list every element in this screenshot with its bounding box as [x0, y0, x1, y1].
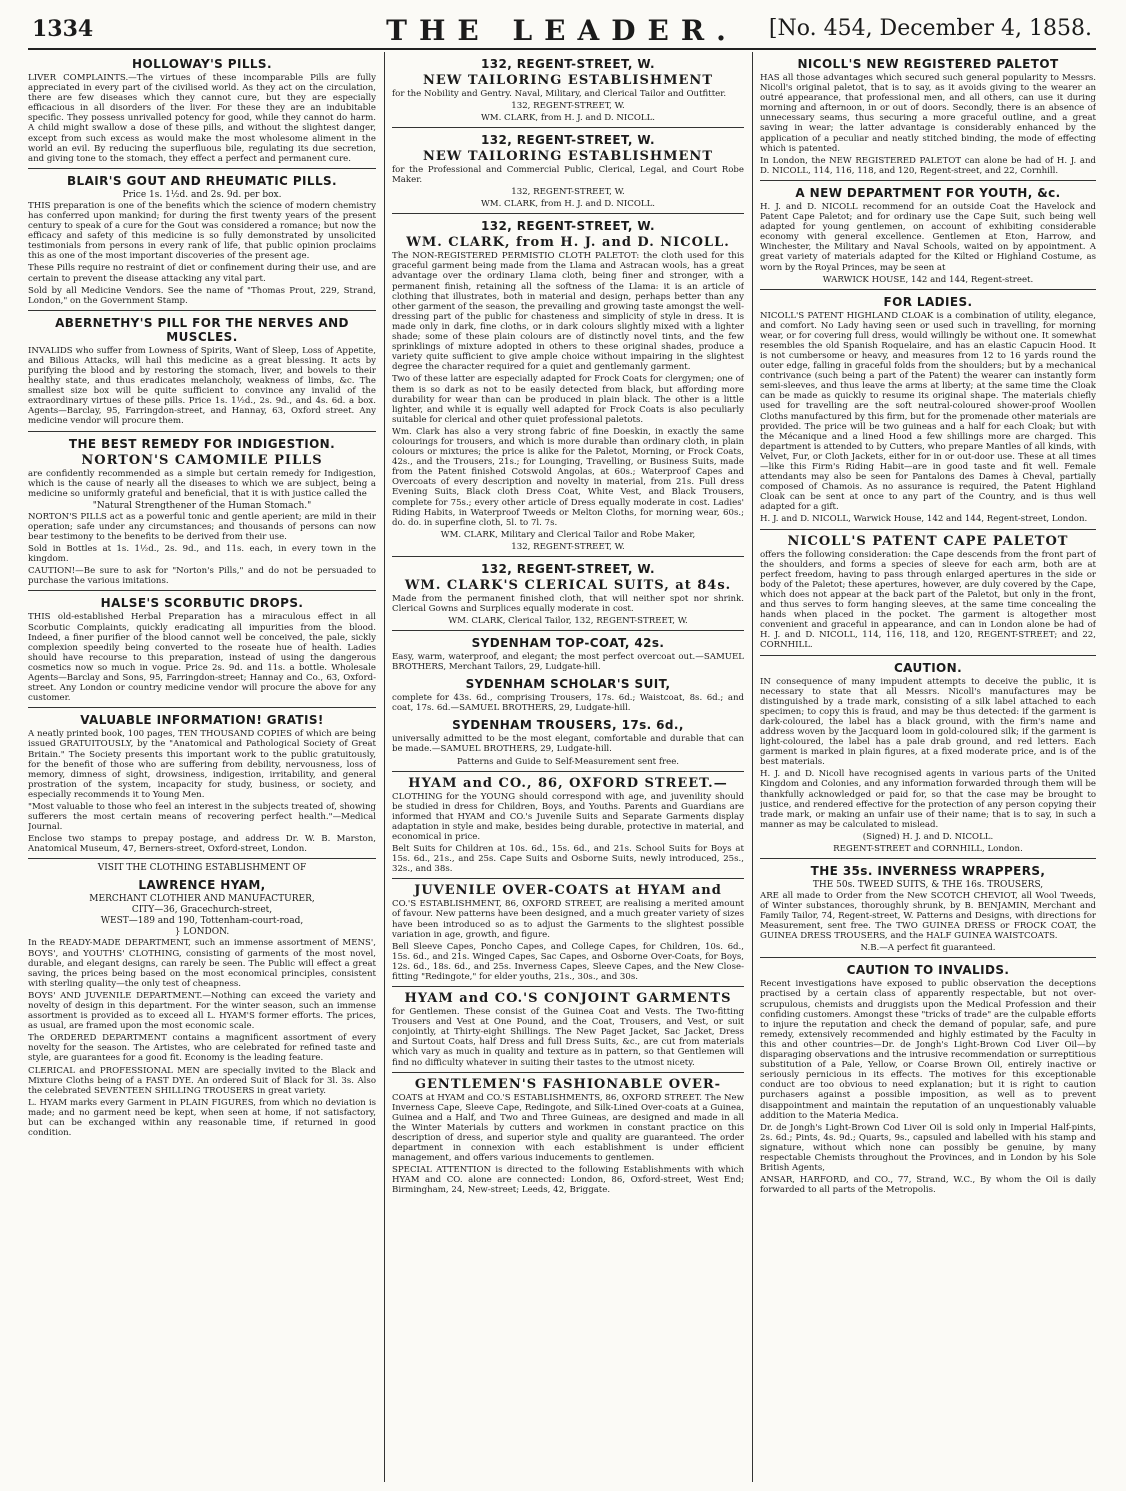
- divider: [392, 127, 744, 128]
- ad-body: INVALIDS who suffer from Lowness of Spirits, Want of Sleep, Loss of Appetite, and Bilious Attacks, will hail this medicine as a great blessing. It acts by purifying the blood and by restoring the stomach, liver, and bowels to their healthy state, and thus eradicates melancholy, weakness of limbs, &c. The smallest size box will be quite sufficient to convince any invalid of the extraordinary virtues of these pills. Price 1s. 1½d., 2s. 9d., and 4s. 6d. a box. Agents—Barclay, 95, Farringdon-street, and Hannay, 63, Oxford street. Any medicine vendor will procure them.: [28, 345, 376, 427]
- ad-body: NORTON'S PILLS act as a powerful tonic and gentle aperient; are mild in their operation; safe under any circumstances; and thousands of persons can now bear testimony to the benefits to be derived from their use.: [28, 511, 376, 542]
- ad-body: H. J. and D. Nicoll have recognised agents in various parts of the United Kingdom and Colonies, and any information forwarded through them will be thankfully acknowledged or paid for, so that the case may be brought to justice, and rendered effective for the protection of any person copying their trade mark, or making an unfair use of their name; that is to say, in such a manner as may be calculated to mislead.: [760, 769, 1096, 830]
- divider: [392, 213, 744, 214]
- ad-address: REGENT-STREET and CORNHILL, London.: [833, 843, 1023, 854]
- ad-heading: CAUTION TO INVALIDS.: [846, 963, 1010, 978]
- ad-signature: WM. CLARK, Clerical Tailor, 132, REGENT-STREET, W.: [448, 616, 688, 626]
- divider: [392, 771, 744, 772]
- ad-body: The NON-REGISTERED PERMISTIO CLOTH PALETOT: the cloth used for this graceful garment being made from the Llama and Astracan wools, has a great advantage over the ordinary Llama cloth, being finer and stronger, with a permanent finish, retaining all the softness of the Llama: it is an article of clothing that illustrates, both in material and design, perhaps better than any other garment of the season, the prevailing and growing taste amongst the well-dressing part of the public for chasteness and simplicity of style in dress. It is made only in dark, fine cloths, or in dark colours slightly mixed with a lighter shade; some of these plain colours are of distinctly novel tints, and the few sprinklings of mixture adopted in others to these original shades, produce a variety quite sufficient to give ample choice without impairing in the slightest degree the character required for a quiet and gentlemanly garment.: [392, 251, 744, 373]
- divider: [28, 858, 376, 859]
- ad-note: Patterns and Guide to Self-Measurement sent free.: [456, 756, 680, 767]
- ad-address-london: } LONDON.: [174, 927, 230, 938]
- divider: [392, 556, 744, 557]
- ad-lead: NICOLL'S PATENT CAPE PALETOT: [787, 533, 1069, 549]
- ad-body: In London, the NEW REGISTERED PALETOT can alone be had of H. J. and D. NICOLL, 114, 116, 118, and 120, Regent-street, and 22, Cornhill.: [760, 155, 1096, 176]
- divider: [392, 878, 744, 879]
- ad-address: 132, REGENT-STREET, W.: [511, 541, 625, 552]
- divider: [760, 289, 1096, 290]
- ad-body: COATS at HYAM and CO.'S ESTABLISHMENTS, 86, OXFORD STREET. The New Inverness Cape, Sleeve Cape, Redingote, and Silk-Lined Over-coats at a Guinea, Guinea and a Half, and Two and Three Guineas, are designed and made in all the Winter Materials by cutters and workmen in constant practice on this description of dress, and superior style and quality are guaranteed. The order department in connexion with each establishment is under efficient management, and offers various inducements to gentlemen.: [392, 1092, 744, 1164]
- ad-address: H. J. and D. NICOLL, Warwick House, 142 and 144, Regent-street, London.: [760, 514, 1088, 525]
- ad-body: These Pills require no restraint of diet or confinement during their use, and are certain to prevent the disease attacking any vital part.: [28, 263, 376, 284]
- ad-heading: SYDENHAM TOP-COAT, 42s.: [471, 636, 665, 650]
- ad-body: SPECIAL ATTENTION is directed to the following Establishments with which HYAM and CO. alone are connected: London, 86, Oxford-street, West End; Birmingham, 24, New-street; Leeds, 42, Briggate.: [392, 1165, 744, 1196]
- ad-body: CO.'S ESTABLISHMENT, 86, OXFORD STREET, are realising a merited amount of favour. New patterns have been designed, and a much greater variety of sizes have been introduced so as to adjust the Garments to the slightest possible variation in age, growth, and figure.: [392, 899, 744, 940]
- column-right: [760, 52, 1096, 1482]
- ad-subheading: THE 50s. TWEED SUITS, & THE 16s. TROUSERS,: [812, 879, 1044, 890]
- ad-body: In the READY-MADE DEPARTMENT, such an immense assortment of MENS', BOYS', and YOUTHS' CLOTHING, consisting of garments of the most novel, durable, and elegant designs, can rarely be seen. The Public will effect a great saving, the prices being based on the most economical principles, consistent with sterling quality—the only test of cheapness.: [28, 938, 376, 989]
- ad-trade: MERCHANT CLOTHIER AND MANUFACTURER,: [89, 894, 315, 905]
- ad-heading: SYDENHAM TROUSERS, 17s. 6d.,: [452, 718, 684, 733]
- ad-heading: HALSE'S SCORBUTIC DROPS.: [100, 596, 304, 611]
- ad-heading: THE 35s. INVERNESS WRAPPERS,: [810, 863, 1046, 878]
- ad-visit: VISIT THE CLOTHING ESTABLISHMENT OF: [97, 863, 307, 874]
- ad-heading: 132, REGENT-STREET, W.: [480, 561, 655, 576]
- ad-body: THIS old-established Herbal Preparation has a miraculous effect in all Scorbutic Complaints, quickly eradicating all impurities from the blood. Indeed, a finer purifier of the blood cannot well be conceived, the pale, sickly complexion speedily being converted to the roseate hue of health. Ladies should have recourse to this preparation, instead of using the dangerous cosmetics now so much in vogue. Price 2s. 9d. and 11s. a bottle. Wholesale Agents—Barclay and Sons, 95, Farringdon-street; Hannay and Co., 63, Oxford-street. Any London or country medicine vendor will procure the above for any customer.: [28, 612, 376, 704]
- ad-heading: A NEW DEPARTMENT FOR YOUTH, &c.: [795, 185, 1061, 200]
- ad-body: Dr. de Jongh's Light-Brown Cod Liver Oil is sold only in Imperial Half-pints, 2s. 6d.; Pints, 4s. 9d.; Quarts, 9s., capsuled and labelled with his stamp and signature, without which none can possibly be genuine, by many respectable Chemists throughout the Provinces, and in London by his Sole British Agents,: [760, 1122, 1096, 1174]
- ad-lead: GENTLEMEN'S FASHIONABLE OVER-: [414, 1076, 722, 1092]
- ad-lead: HYAM and CO.'S CONJOINT GARMENTS: [404, 991, 732, 1007]
- divider: [392, 630, 744, 631]
- ad-body: offers the following consideration: the Cape descends from the front part of the shoulders, and forms a species of sleeve for each arm, both are at perfect freedom, having to pass through enlarged apertures in the side or body of the Paletot; these apertures, however, are duly covered by the Cape, which does not appear at the back part of the Paletot, but only in the front, and thus serves to form hanging sleeves, at the same time concealing the hands when placed in the pocket. The garment is altogether most convenient and graceful in appearance, and can in London alone be had of H. J. and D. NICOLL, 114, 116, 118, and 120, REGENT-STREET; and 22, CORNHILL.: [760, 549, 1096, 651]
- ad-body: for the Nobility and Gentry. Naval, Military, and Clerical Tailor and Outfitter.: [392, 89, 727, 99]
- ad-body: CAUTION!—Be sure to ask for "Norton's Pills," and do not be persuaded to purchase the various imitations.: [28, 566, 376, 587]
- ad-body: Sold by all Medicine Vendors. See the name of "Thomas Prout, 229, Strand, London," on the Government Stamp.: [28, 285, 376, 306]
- ad-address-west: WEST—189 and 190, Tottenham-court-road,: [100, 916, 304, 927]
- ad-lead: WM. CLARK'S CLERICAL SUITS, at 84s.: [404, 577, 732, 593]
- ad-heading: LAWRENCE HYAM,: [138, 878, 266, 893]
- ad-body: LIVER COMPLAINTS.—The virtues of these incomparable Pills are fully appreciated in every part of the civilised world. As they act on the circulation, there are few diseases which they cannot cure, but they are especially efficacious in all disorders of the liver. For these they are an indubitable specific. They possess unrivalled potency for good, while they cannot do harm. A child might swallow a dose of these pills, and without the slightest danger, except from such excess as would make the most wholesome aliment in the world an evil. By reducing the superfluous bile, regulating its due secretion, and giving tone to the stomach, they effect a perfect and permanent cure.: [28, 73, 376, 164]
- ad-heading: NICOLL'S NEW REGISTERED PALETOT: [797, 57, 1059, 71]
- ad-body: Easy, warm, waterproof, and elegant; the most perfect overcoat out.—SAMUEL BROTHERS, Merchant Tailors, 29, Ludgate-hill.: [392, 652, 744, 673]
- ad-body: Belt Suits for Children at 10s. 6d., 15s. 6d., and 21s. School Suits for Boys at 15s. 6d., 21s., and 25s. Cape Suits and Osborne Suits, newly introduced, 25s., 32s., and 38s.: [392, 844, 744, 875]
- ad-lead: WM. CLARK, from H. J. and D. NICOLL.: [406, 235, 730, 251]
- divider: [392, 986, 744, 987]
- ad-address: 132, REGENT-STREET, W.: [511, 101, 625, 112]
- ad-body: Wm. Clark has also a very strong fabric of fine Doeskin, in exactly the same colourings for trousers, and which is more durable than ordinary cloth, in plain colours or mixtures; the price is alike for the Paletot, Morning, or Frock Coats, 42s., and the Trousers, 21s.; for Lounging, Travelling, or Business Suits, made from the Patent finished Cotswold Angolas, at 60s.; Waterproof Capes and Overcoats of every description and novelty in material, from 21s. Full dress Evening Suits, Black cloth Dress Coat, White Vest, and Black Trousers, complete for 75s.; every other article of Dress equally moderate in cost. Ladies' Riding Habits, in Waterproof Tweeds or Melton Cloths, for morning wear, 60s.; do. do. in superfine cloth, 5l. to 7l. 7s.: [392, 426, 744, 528]
- ad-heading: THE BEST REMEDY FOR INDIGESTION.: [68, 436, 336, 451]
- ad-lead: JUVENILE OVER-COATS at HYAM and: [414, 883, 722, 899]
- ad-lead: NEW TAILORING ESTABLISHMENT: [423, 149, 713, 165]
- ad-body: for the Professional and Commercial Public, Clerical, Legal, and Court Robe Maker.: [392, 165, 744, 186]
- divider: [760, 858, 1096, 859]
- ad-note: N.B.—A perfect fit guaranteed.: [860, 943, 996, 954]
- ad-body: "Most valuable to those who feel an interest in the subjects treated of, showing sufferers the most certain means of recovering perfect health."—Medical Journal.: [28, 801, 376, 833]
- ad-body: ARE all made to Order from the New SCOTCH CHEVIOT, all Wool Tweeds, of Winter substances, thoroughly shrunk, by B. BENJAMIN, Merchant and Family Tailor, 74, Regent-street, W. Patterns and Designs, with directions for Measurement, sent free. The TWO GUINEA DRESS or FROCK COAT, the GUINEA DRESS TROUSERS, and the HALF GUINEA WAISTCOATS.: [760, 890, 1096, 942]
- divider: [28, 168, 376, 169]
- divider: [760, 529, 1096, 530]
- ad-address-city: CITY—36, Gracechurch-street,: [131, 905, 273, 916]
- divider: [28, 431, 376, 432]
- ad-body: HAS all those advantages which secured such general popularity to Messrs. Nicoll's original paletot, that is to say, as it avoids giving to the wearer an outré appearance, that professional men, and all others, can use it during morning and afternoon, in or out of doors. Secondly, there is an absence of unnecessary seams, thus securing a more graceful outline, and a great saving in wear; the latter advantage is considerably enhanced by the application of a peculiar and neatly stitched binding, the mode of effecting which is patented.: [760, 73, 1096, 154]
- ad-heading: 132, REGENT-STREET, W.: [480, 57, 655, 71]
- column-divider: [752, 52, 753, 1482]
- ad-lead: NORTON'S CAMOMILE PILLS: [81, 452, 323, 468]
- ad-heading: CAUTION.: [893, 660, 963, 675]
- newspaper-title: THE LEADER.: [386, 14, 738, 47]
- ad-body: IN consequence of many impudent attempts to deceive the public, it is necessary to state that all Messrs. Nicoll's manufactures may be distinguished by a trade mark, consisting of a silk label attached to each specimen; to copy this is fraud, and may be thus detected: if the garment is dark-coloured, the label has a black ground, with the firm's name and address woven by the Jacquard loom in gold-coloured silk; if the garment is light-coloured, the label has a pale drab ground, and red letters. Each garment is marked in plain figures, at a fixed moderate price, and is of the best materials.: [760, 676, 1096, 768]
- divider: [760, 180, 1096, 181]
- ad-heading: 132, REGENT-STREET, W.: [480, 133, 655, 148]
- ad-heading: SYDENHAM SCHOLAR'S SUIT,: [465, 677, 671, 692]
- ad-body: H. J. and D. NICOLL recommend for an outside Coat the Havelock and Patent Cape Paletot; and for ordinary use the Cape Suit, such being well adapted for young gentlemen, on account of exhibiting considerable economy with general excellence. Gentlemen at Eton, Harrow, and Winchester, the Military and Naval Schools, waited on by appointment. A great variety of materials adapted for the Kilted or Highland Costume, as worn by the Royal Princes, may be seen at: [760, 201, 1096, 273]
- ad-body: are confidently recommended as a simple but certain remedy for Indigestion, which is the cause of nearly all the diseases to which we are subject, being a medicine so uniformly grateful and beneficial, that it is with justice called the: [28, 468, 376, 499]
- divider: [28, 707, 376, 708]
- ad-price: Price 1s. 1½d. and 2s. 9d. per box.: [122, 189, 282, 200]
- ad-address: WARWICK HOUSE, 142 and 144, Regent-street.: [822, 274, 1034, 285]
- ad-heading: HOLLOWAY'S PILLS.: [132, 57, 272, 71]
- ad-signature: WM. CLARK, from H. J. and D. NICOLL.: [480, 199, 656, 210]
- page-number: 1334: [32, 16, 94, 42]
- ad-heading: FOR LADIES.: [883, 294, 973, 309]
- ad-heading: VALUABLE INFORMATION! GRATIS!: [80, 713, 324, 728]
- ad-body: L. HYAM marks every Garment in PLAIN FIGURES, from which no deviation is made; and no garment need be kept, when seen at home, if not satisfactory, but can be exchanged within any reasonable time, if returned in good condition.: [28, 1097, 376, 1139]
- ad-body: Recent investigations have exposed to public observation the deceptions practised by a certain class of apparently respectable, but not over-scrupulous, chemists and druggists upon the Medical Profession and their confiding customers. Amongst these "tricks of trade" are the culpable efforts to injure the reputation and check the demand of popular, safe, and pure remedy, extensively recommended and highly estimated by the Faculty in this and other countries—Dr. de Jongh's Light-Brown Cod Liver Oil—by disparaging observations and the intrusive recommendation or surreptitious substitution of a Pale, Yellow, or Coarse Brown Oil, entirely inactive or seriously pernicious in its effects. The motives for this exceptionable conduct are too obvious to need explanation; but it is right to caution purchasers against a possible imposition, as well as to prevent disappointment and maintain the reputation of an unquestionably valuable addition to the Materia Medica.: [760, 979, 1096, 1121]
- ad-body: complete for 43s. 6d., comprising Trousers, 17s. 6d.; Waistcoat, 8s. 6d.; and coat, 17s. 6d.—SAMUEL BROTHERS, 29, Ludgate-hill.: [392, 693, 744, 714]
- divider: [28, 590, 376, 591]
- masthead: [28, 14, 1096, 50]
- ad-body: Bell Sleeve Capes, Poncho Capes, and College Capes, for Children, 10s. 6d., 15s. 6d., and 21s. Winged Capes, Sac Capes, and Osborne Over-Coats, for Boys, 12s. 6d., 18s. 6d., and 25s. Inverness Capes, Sleeve Capes, and the New Close-fitting "Redingote," for elder youths, 21s., 30s., and 30s.: [392, 941, 744, 982]
- ad-address: 132, REGENT-STREET, W.: [511, 187, 625, 198]
- ad-heading: 132, REGENT-STREET, W.: [480, 219, 655, 234]
- ad-body: THIS preparation is one of the benefits which the science of modern chemistry has conferred upon mankind; for during the first twenty years of the present century to speak of a cure for the Gout was considered a romance; but now the efficacy and safety of this medicine is so fully demonstrated by unsolicited testimonials from persons in every rank of life, that public opinion proclaims this as one of the most important discoveries of the present age.: [28, 200, 376, 262]
- divider: [392, 1072, 744, 1073]
- ad-body: CLOTHING for the YOUNG should correspond with age, and juvenility should be studied in dress for Children, Boys, and Youths. Parents and Guardians are informed that HYAM and CO.'s Juvenile Suits and Separate Garments display adaptation in style and make, besides being durable, protective in material, and economical in price.: [392, 791, 744, 842]
- ad-body: Sold in Bottles at 1s. 1½d., 2s. 9d., and 11s. each, in every town in the kingdom.: [28, 544, 376, 565]
- ad-body: CLERICAL and PROFESSIONAL MEN are specially invited to the Black and Mixture Cloths being of a FAST DYE. An ordered Suit of Black for 3l. 3s. Also the celebrated SEVENTEEN SHILLING TROUSERS in great variety.: [28, 1065, 376, 1096]
- ad-body: Made from the permanent finished cloth, that will neither spot nor shrink. Clerical Gowns and Surplices equally moderate in cost.: [392, 593, 744, 614]
- column-middle: [392, 52, 744, 1482]
- ad-body: ANSAR, HARFORD, and CO., 77, Strand, W.C., By whom the Oil is daily forwarded to all parts of the Metropolis.: [760, 1175, 1096, 1196]
- ad-signature: WM. CLARK, Military and Clerical Tailor and Robe Maker,: [440, 529, 696, 540]
- divider: [760, 957, 1096, 958]
- ad-body: A neatly printed book, 100 pages, TEN THOUSAND COPIES of which are being issued GRATUITOUSLY, by the "Anatomical and Pathological Society of Great Britain." The Society presents this important work to the public gratuitously, for the benefit of those who are suffering from debility, nervousness, loss of memory, dimness of sight, drowsiness, indigestion, irritability, and general prostration of the system, incapacity for study, business, or society, and especially recommends it to Young Men.: [28, 729, 376, 800]
- ad-quote: "Natural Strengthener of the Human Stomach.": [92, 500, 312, 511]
- ad-body: The ORDERED DEPARTMENT contains a magnificent assortment of every novelty for the season. The Artistes, who are celebrated for refined taste and style, are guarantees for a good fit. Economy is the leading feature.: [28, 1033, 376, 1064]
- ad-heading: BLAIR'S GOUT AND RHEUMATIC PILLS.: [66, 173, 338, 188]
- ad-heading: ABERNETHY'S PILL FOR THE NERVES AND MUSCLES.: [55, 315, 349, 344]
- ad-lead: HYAM and CO., 86, OXFORD STREET.—: [408, 775, 728, 791]
- column-left: [28, 52, 376, 1482]
- ad-lead: NEW TAILORING ESTABLISHMENT: [423, 73, 713, 88]
- divider: [28, 310, 376, 311]
- ad-signature: WM. CLARK, from H. J. and D. NICOLL.: [480, 113, 656, 124]
- ad-body: BOYS' AND JUVENILE DEPARTMENT.—Nothing can exceed the variety and novelty of design in this department. For the winter season, such an immense assortment is provided as to exceed all L. HYAM'S former efforts. The prices, as usual, are framed upon the most economic scale.: [28, 990, 376, 1032]
- divider: [760, 655, 1096, 656]
- ad-signature: (Signed) H. J. and D. NICOLL.: [862, 831, 994, 842]
- ad-body: for Gentlemen. These consist of the Guinea Coat and Vests. The Two-fitting Trousers and Vest at One Pound, and the Coat, Trousers, and Vest, or suit conjointly, at Thirty-eight Shillings. The New Paget Jacket, Sac Jacket, Dress and Surtout Coats, half Dress and full Dress Suits, &c., are cut from materials which vary as much in quality and texture as in pattern, so that Gentlemen will find no difficulty whatever in suiting their tastes to the utmost nicety.: [392, 1007, 744, 1068]
- column-divider: [384, 52, 385, 1482]
- issue-date: [No. 454, December 4, 1858.: [768, 16, 1092, 41]
- ad-body: universally admitted to be the most elegant, comfortable and durable that can be made.—SAMUEL BROTHERS, 29, Ludgate-hill.: [392, 734, 744, 755]
- ad-body: Enclose two stamps to prepay postage, and address Dr. W. B. Marston, Anatomical Museum, 47, Berners-street, Oxford-street, London.: [28, 834, 376, 855]
- ad-body: NICOLL'S PATENT HIGHLAND CLOAK is a combination of utility, elegance, and comfort. No Lady having seen or used such in travelling, for morning wear, or for covering full dress, would willingly be without one. It somewhat resembles the old Spanish Roquelaire, and has an elastic Capucin Hood. It is not cumbersome or heavy, and measures from 12 to 16 yards round the outer edge, falling in graceful folds from the shoulders; but by a mechanical contrivance (such being a part of the Patent) the wearer can instantly form semi-sleeves, and thus leave the arms at liberty; at the same time the Cloak can be made as quickly to resume its original shape. The materials chiefly used for travelling are the soft neutral-coloured shower-proof Woollen Cloths manufactured by this firm, but for the promenade other materials are provided. The price will be two guineas and a half for each Cloak; but with the Mécanique and a lined Hood a few shillings more are charged. This department is attended to by Cutters, who prepare Mantles of all kinds, with Velvet, Fur, or Cloth Jackets, either for in or out-door use. These at all times—like this Firm's Riding Habit—are in good taste and fit well. Female attendants may also be seen for Pantalons des Dames à Cheval, partially composed of Chamois. As no assurance is required, the Patent Highland Cloak can be sent at once to any part of the Country, and is thus well adapted for a gift.: [760, 310, 1096, 513]
- ad-body: Two of these latter are especially adapted for Frock Coats for clergymen; one of them is so dark as not to be easily detected from black, but affording more durability for wear than can be produced in plain black. The other is a little lighter, and while it is equally well adapted for Frock Coats is also peculiarly suitable for clerical and other quiet professional paletots.: [392, 374, 744, 425]
